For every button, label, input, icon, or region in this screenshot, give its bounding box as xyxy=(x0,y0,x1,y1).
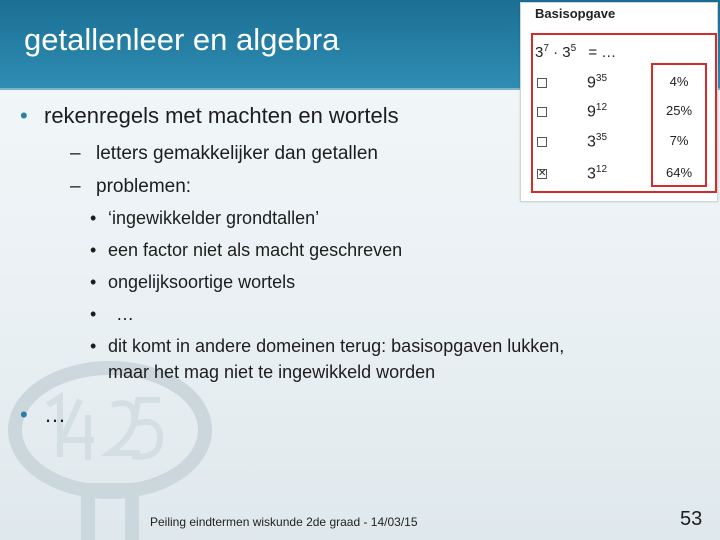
bullet-marker: • xyxy=(90,304,97,324)
problem-item: … xyxy=(116,304,134,324)
answer-base: 9 xyxy=(587,74,596,92)
question-exponent-2: 5 xyxy=(570,43,577,54)
answer-percentage: 7% xyxy=(669,133,689,148)
answer-value xyxy=(587,164,607,183)
answer-exponent: 35 xyxy=(595,132,608,143)
sub-bullet-2: problemen: xyxy=(96,176,192,197)
answer-percentage: 4% xyxy=(669,74,689,89)
answer-percentage: 64% xyxy=(665,165,693,180)
bullet-main-2: … xyxy=(44,402,66,427)
question-base-1: 3 xyxy=(535,44,544,61)
problem-item-continued: maar het mag niet te ingewikkeld worden xyxy=(108,362,436,382)
answer-value xyxy=(587,102,607,121)
quiz-title: Basisopgave xyxy=(535,6,616,21)
answer-checkbox-checked[interactable]: ✕ xyxy=(538,168,547,179)
question-rest: = … xyxy=(588,44,617,61)
dash-marker: – xyxy=(70,176,81,197)
bullet-marker: • xyxy=(90,208,97,228)
quiz-panel xyxy=(520,2,718,202)
problem-item: dit komt in andere domeinen terug: basisopgaven lukken, xyxy=(108,336,565,356)
slide-title: getallenleer en algebra xyxy=(24,22,340,57)
answer-value xyxy=(587,132,607,151)
answer-base: 3 xyxy=(587,133,596,151)
answer-checkbox[interactable] xyxy=(537,107,547,117)
problem-item: ‘ingewikkelder grondtallen’ xyxy=(108,208,320,228)
answer-option[interactable] xyxy=(521,130,717,156)
problem-item: een factor niet als macht geschreven xyxy=(108,240,403,260)
bullet-marker: • xyxy=(90,240,97,260)
answer-option[interactable] xyxy=(521,162,717,188)
question-dot: · xyxy=(553,44,559,61)
watermark-logo xyxy=(0,360,260,540)
question-base-2: 3 xyxy=(562,44,571,61)
bullet-marker: • xyxy=(20,402,28,427)
answer-exponent: 35 xyxy=(595,73,608,84)
answer-exponent: 12 xyxy=(595,102,608,113)
slide-footer: Peiling eindtermen wiskunde 2de graad - 14/03/15 xyxy=(150,515,418,529)
page-number: 53 xyxy=(680,508,703,530)
answer-checkbox[interactable] xyxy=(537,137,547,147)
answer-base: 3 xyxy=(587,165,596,183)
answer-percentage: 25% xyxy=(665,103,693,118)
bullet-main-1: rekenregels met machten en wortels xyxy=(44,103,399,128)
answer-exponent: 12 xyxy=(595,164,608,175)
answer-checkbox[interactable] xyxy=(537,78,547,88)
answer-value xyxy=(587,73,607,92)
bullet-marker: • xyxy=(90,272,97,292)
answer-option[interactable] xyxy=(521,100,717,126)
bullet-marker: • xyxy=(90,336,97,356)
dash-marker: – xyxy=(70,143,81,164)
quiz-question xyxy=(535,43,616,61)
question-exponent-1: 7 xyxy=(543,43,549,54)
answer-base: 9 xyxy=(587,103,596,121)
sub-bullet-1: letters gemakkelijker dan getallen xyxy=(96,143,378,164)
problem-item: ongelijksoortige wortels xyxy=(108,272,296,292)
bullet-marker: • xyxy=(20,103,28,128)
answer-option[interactable] xyxy=(521,71,717,97)
